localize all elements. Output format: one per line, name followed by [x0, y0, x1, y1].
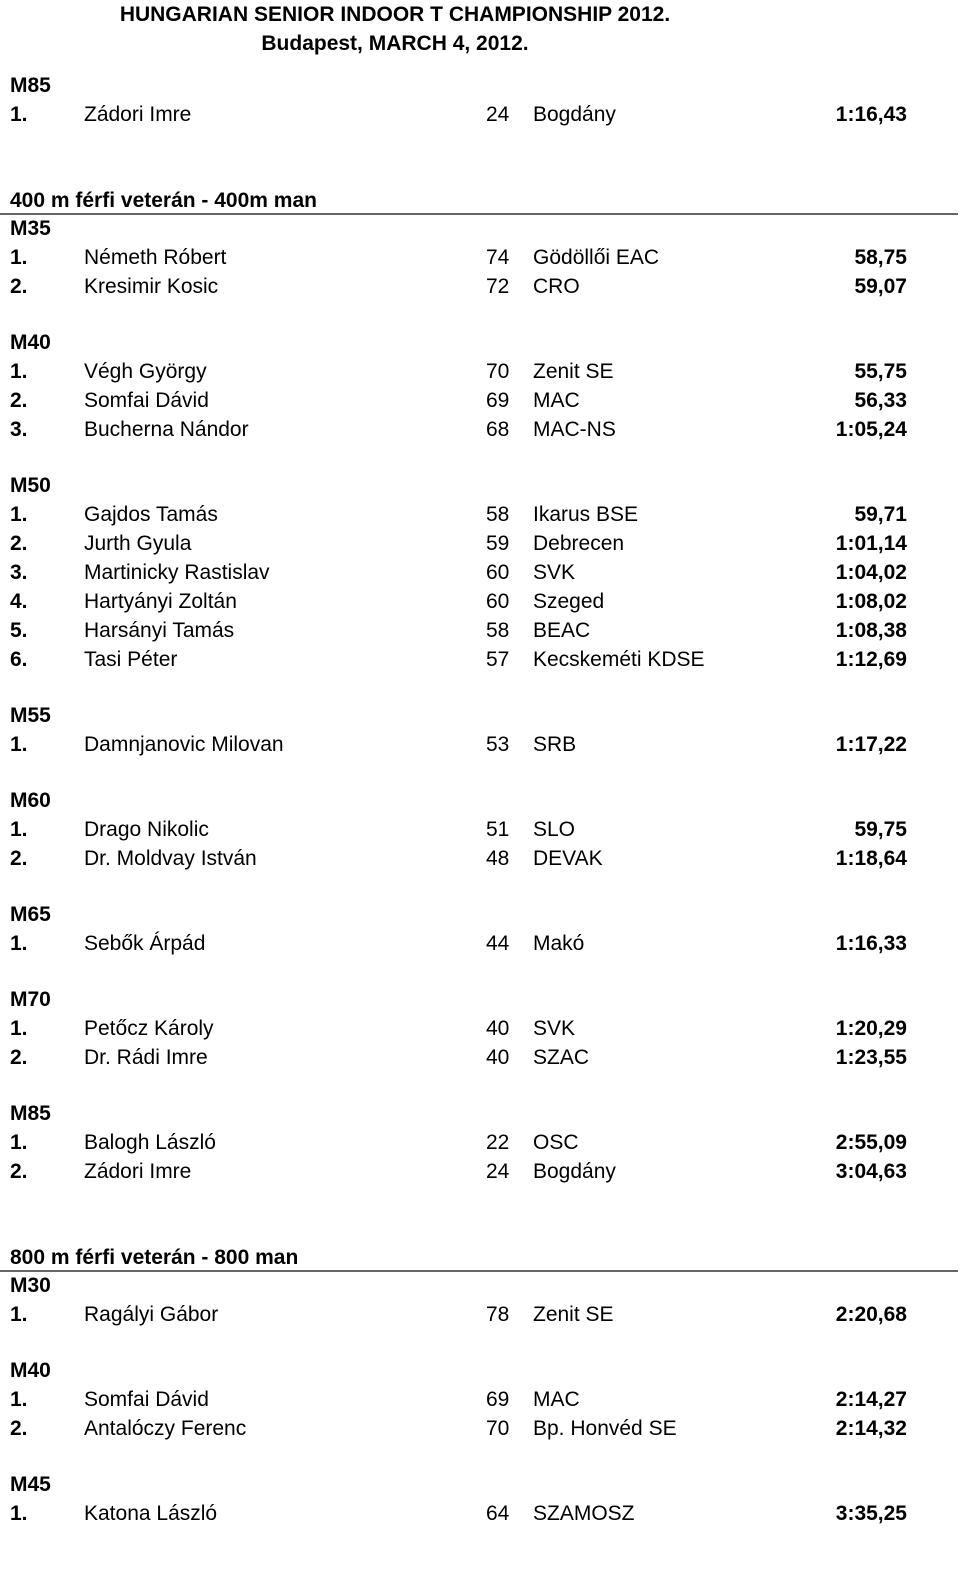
athlete-name: Zádori Imre — [84, 1160, 192, 1183]
place: 1. — [10, 1502, 28, 1525]
place: 1. — [10, 1017, 28, 1040]
result-time: 1:20,29 — [835, 1017, 907, 1040]
age-category: M60 — [10, 789, 51, 812]
age-category: M65 — [10, 903, 51, 926]
result-time: 1:01,14 — [835, 532, 907, 555]
event-title: 400 m férfi veterán - 400m man — [0, 187, 958, 215]
spacer — [0, 444, 960, 472]
birth-year: 58 — [486, 503, 510, 526]
age-category: M35 — [10, 217, 51, 240]
age-category: M40 — [10, 331, 51, 354]
place: 1. — [10, 103, 28, 126]
place: 1. — [10, 818, 28, 841]
result-row — [0, 730, 960, 759]
place: 5. — [10, 619, 28, 642]
result-time: 1:05,24 — [835, 418, 907, 441]
birth-year: 70 — [486, 1417, 510, 1440]
athlete-name: Végh György — [84, 360, 207, 383]
spacer — [0, 1072, 960, 1100]
championship-title: HUNGARIAN SENIOR INDOOR T CHAMPIONSHIP 2012. — [119, 3, 671, 26]
result-time: 2:55,09 — [835, 1131, 907, 1154]
place: 2. — [10, 1417, 28, 1440]
place: 1. — [10, 246, 28, 269]
age-category: M85 — [10, 74, 51, 97]
birth-year: 69 — [486, 389, 510, 412]
birth-year: 40 — [486, 1046, 510, 1069]
club: Kecskeméti KDSE — [533, 648, 705, 671]
birth-year: 72 — [486, 275, 510, 298]
result-row — [0, 815, 960, 844]
club: Ikarus BSE — [533, 503, 639, 526]
birth-year: 69 — [486, 1388, 510, 1411]
age-category: M40 — [10, 1359, 51, 1382]
result-time: 1:23,55 — [835, 1046, 907, 1069]
spacer — [0, 1443, 960, 1471]
athlete-name: Bucherna Nándor — [84, 418, 249, 441]
club: MAC — [533, 1388, 580, 1411]
club: SZAC — [533, 1046, 590, 1069]
place: 1. — [10, 503, 28, 526]
place: 2. — [10, 1046, 28, 1069]
athlete-name: Balogh László — [84, 1131, 216, 1154]
club: Szeged — [533, 590, 605, 613]
birth-year: 68 — [486, 418, 510, 441]
birth-year: 53 — [486, 733, 510, 756]
club: Makó — [533, 932, 585, 955]
place: 1. — [10, 1131, 28, 1154]
place: 3. — [10, 561, 28, 584]
venue-date: Budapest, MARCH 4, 2012. — [261, 32, 529, 55]
club: MAC — [533, 389, 580, 412]
result-time: 2:14,27 — [835, 1388, 907, 1411]
birth-year: 64 — [486, 1502, 510, 1525]
club: Bogdány — [533, 103, 616, 126]
club: Debrecen — [533, 532, 625, 555]
result-time: 1:08,38 — [835, 619, 907, 642]
spacer — [0, 958, 960, 986]
event-title: 800 m férfi veterán - 800 man — [0, 1244, 958, 1272]
result-row — [0, 1043, 960, 1072]
place: 1. — [10, 932, 28, 955]
result-time: 59,07 — [854, 275, 907, 298]
athlete-name: Somfai Dávid — [84, 1388, 209, 1411]
result-row — [0, 645, 960, 674]
athlete-name: Damnjanovic Milovan — [84, 733, 284, 756]
spacer — [0, 1329, 960, 1357]
result-time: 1:16,43 — [835, 103, 907, 126]
birth-year: 59 — [486, 532, 510, 555]
birth-year: 24 — [486, 1160, 510, 1183]
result-time: 2:20,68 — [835, 1303, 907, 1326]
athlete-name: Petőcz Károly — [84, 1017, 214, 1040]
result-row — [0, 415, 960, 444]
age-category: M45 — [10, 1473, 51, 1496]
club: DEVAK — [533, 847, 603, 870]
spacer — [0, 674, 960, 702]
birth-year: 44 — [486, 932, 510, 955]
result-time: 55,75 — [854, 360, 907, 383]
place: 1. — [10, 360, 28, 383]
result-row — [0, 386, 960, 415]
club: SVK — [533, 561, 576, 584]
place: 2. — [10, 275, 28, 298]
result-row — [0, 529, 960, 558]
athlete-name: Drago Nikolic — [84, 818, 209, 841]
place: 3. — [10, 418, 28, 441]
document-header — [0, 0, 790, 58]
athlete-name: Katona László — [84, 1502, 218, 1525]
spacer — [0, 873, 960, 901]
result-row — [0, 1014, 960, 1043]
athlete-name: Martinicky Rastislav — [84, 561, 270, 584]
birth-year: 51 — [486, 818, 510, 841]
result-row — [0, 558, 960, 587]
place: 2. — [10, 389, 28, 412]
result-row — [0, 1499, 960, 1528]
age-category: M85 — [10, 1102, 51, 1125]
age-category: M70 — [10, 988, 51, 1011]
club: Bp. Honvéd SE — [533, 1417, 677, 1440]
birth-year: 70 — [486, 360, 510, 383]
club: Zenit SE — [533, 1303, 614, 1326]
club: Zenit SE — [533, 360, 614, 383]
athlete-name: Kresimir Kosic — [84, 275, 219, 298]
result-row — [0, 500, 960, 529]
athlete-name: Antalóczy Ferenc — [84, 1417, 247, 1440]
club: SRB — [533, 733, 577, 756]
result-time: 2:14,32 — [835, 1417, 907, 1440]
result-row — [0, 1385, 960, 1414]
age-category: M50 — [10, 474, 51, 497]
place: 4. — [10, 590, 28, 613]
result-time: 1:04,02 — [835, 561, 907, 584]
result-time: 3:04,63 — [835, 1160, 907, 1183]
result-row — [0, 1128, 960, 1157]
birth-year: 22 — [486, 1131, 510, 1154]
place: 1. — [10, 733, 28, 756]
club: SZAMOSZ — [533, 1502, 635, 1525]
athlete-name: Ragályi Gábor — [84, 1303, 219, 1326]
result-time: 1:12,69 — [835, 648, 907, 671]
club: SVK — [533, 1017, 576, 1040]
result-row — [0, 357, 960, 386]
club: Gödöllői EAC — [533, 246, 660, 269]
spacer — [0, 301, 960, 329]
place: 2. — [10, 1160, 28, 1183]
result-time: 1:18,64 — [835, 847, 907, 870]
birth-year: 57 — [486, 648, 510, 671]
athlete-name: Dr. Moldvay István — [84, 847, 257, 870]
birth-year: 60 — [486, 561, 510, 584]
athlete-name: Zádori Imre — [84, 103, 192, 126]
club: Bogdány — [533, 1160, 616, 1183]
result-time: 56,33 — [854, 389, 907, 412]
birth-year: 60 — [486, 590, 510, 613]
birth-year: 74 — [486, 246, 510, 269]
athlete-name: Tasi Péter — [84, 648, 178, 671]
result-row — [0, 100, 960, 129]
club: BEAC — [533, 619, 591, 642]
athlete-name: Sebők Árpád — [84, 932, 206, 955]
result-time: 1:17,22 — [835, 733, 907, 756]
birth-year: 78 — [486, 1303, 510, 1326]
athlete-name: Harsányi Tamás — [84, 619, 235, 642]
result-row — [0, 844, 960, 873]
athlete-name: Dr. Rádi Imre — [84, 1046, 208, 1069]
athlete-name: Somfai Dávid — [84, 389, 209, 412]
birth-year: 40 — [486, 1017, 510, 1040]
athlete-name: Németh Róbert — [84, 246, 227, 269]
result-row — [0, 1157, 960, 1186]
athlete-name: Gajdos Tamás — [84, 503, 218, 526]
result-time: 1:08,02 — [835, 590, 907, 613]
result-time: 3:35,25 — [835, 1502, 907, 1525]
age-category: M30 — [10, 1274, 51, 1297]
club: SLO — [533, 818, 576, 841]
spacer — [0, 1186, 960, 1244]
place: 1. — [10, 1388, 28, 1411]
results-list — [0, 72, 960, 1528]
result-row — [0, 616, 960, 645]
athlete-name: Jurth Gyula — [84, 532, 192, 555]
result-row — [0, 1414, 960, 1443]
birth-year: 48 — [486, 847, 510, 870]
club: MAC-NS — [533, 418, 616, 441]
result-row — [0, 1300, 960, 1329]
result-time: 1:16,33 — [835, 932, 907, 955]
club: OSC — [533, 1131, 579, 1154]
athlete-name: Hartyányi Zoltán — [84, 590, 237, 613]
birth-year: 58 — [486, 619, 510, 642]
place: 1. — [10, 1303, 28, 1326]
result-row — [0, 929, 960, 958]
result-time: 59,75 — [854, 818, 907, 841]
club: CRO — [533, 275, 580, 298]
birth-year: 24 — [486, 103, 510, 126]
age-category: M55 — [10, 704, 51, 727]
spacer — [0, 759, 960, 787]
result-row — [0, 243, 960, 272]
result-time: 58,75 — [854, 246, 907, 269]
place: 6. — [10, 648, 28, 671]
result-row — [0, 272, 960, 301]
place: 2. — [10, 847, 28, 870]
result-time: 59,71 — [854, 503, 907, 526]
place: 2. — [10, 532, 28, 555]
spacer — [0, 129, 960, 187]
result-row — [0, 587, 960, 616]
